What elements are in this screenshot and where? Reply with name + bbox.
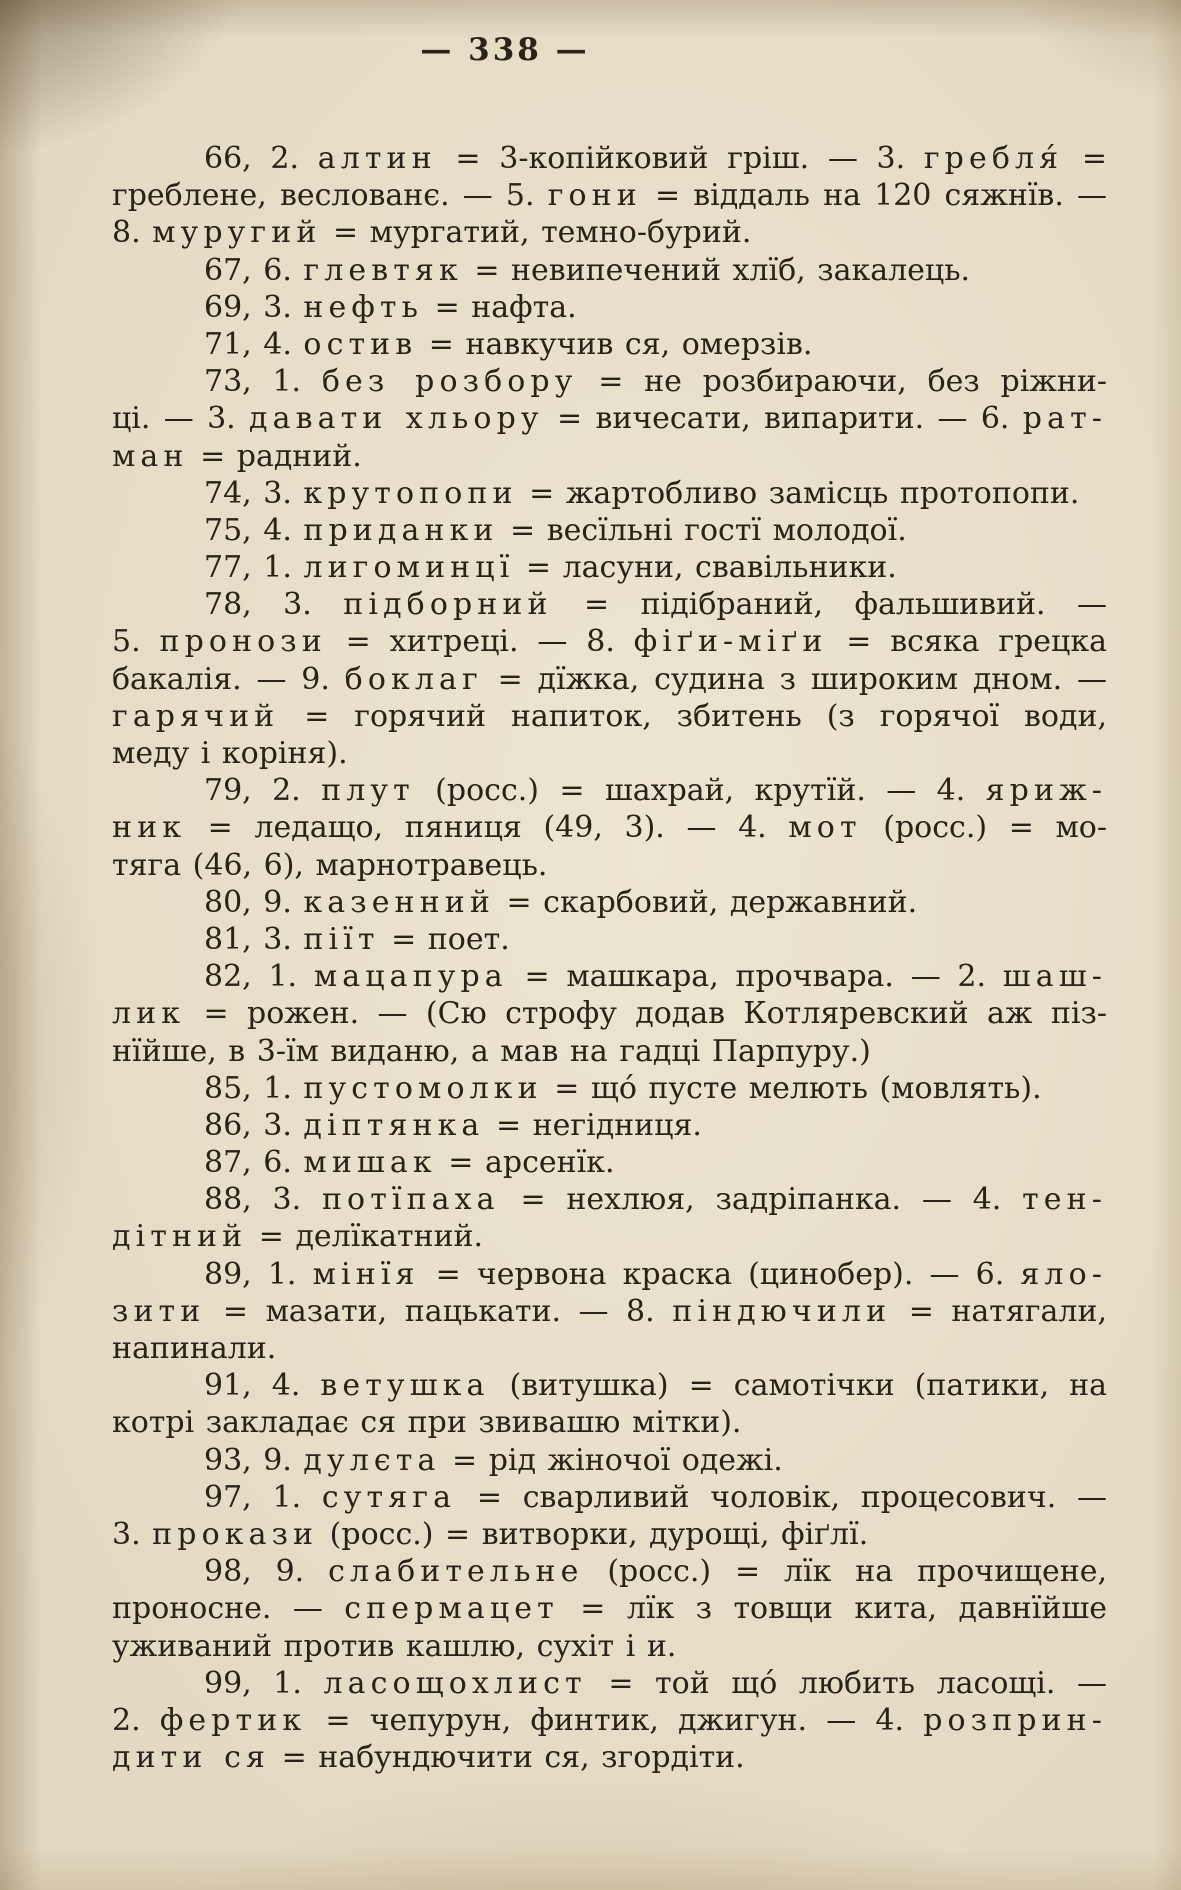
text-segment: 98, 9. <box>204 1554 329 1590</box>
text-line <box>112 140 1107 177</box>
text-segment: (росс.) = мо- <box>861 810 1108 846</box>
glossary-headword: спермацет <box>344 1591 559 1627</box>
text-segment: 74, 3. <box>204 475 304 511</box>
text-segment: = червона краска (цинобер). — 6. <box>419 1256 1021 1292</box>
text-segment: проносне. — <box>112 1591 345 1627</box>
text-segment: = щó пусте мелють (мовлять). <box>542 1070 1042 1106</box>
glossary-headword: без розбору <box>321 364 578 400</box>
text-line <box>112 512 1107 549</box>
glossary-headword: піндючили <box>672 1293 892 1329</box>
text-segment: меду і коріня). <box>112 736 348 771</box>
text-segment: = арсенїк. <box>436 1145 615 1181</box>
text-segment: (росс.) = лїк на прочищене, <box>583 1554 1108 1590</box>
glossary-headword: алтин <box>317 141 437 176</box>
text-line <box>112 1070 1107 1107</box>
glossary-headword: тен- <box>1022 1182 1107 1218</box>
glossary-headword: мінїя <box>312 1256 420 1292</box>
text-line <box>112 1144 1107 1181</box>
glossary-headword: прокази <box>152 1516 319 1552</box>
text-segment: нїйше, в 3-їм виданю, а мав на гадці Парпуру.) <box>112 1033 871 1069</box>
glossary-headword: ветушка <box>320 1368 490 1404</box>
glossary-headword: казенний <box>303 884 495 920</box>
glossary-headword: лигоминцї <box>303 550 515 586</box>
text-line <box>112 438 1107 475</box>
text-segment: 89, 1. <box>204 1256 313 1292</box>
text-line <box>112 661 1107 698</box>
text-line <box>112 549 1107 586</box>
text-segment: (росс.) = витворки, дурощі, фіґлї. <box>318 1516 869 1552</box>
text-segment: 2. <box>112 1702 160 1738</box>
text-line <box>112 958 1107 995</box>
text-line <box>112 363 1107 400</box>
text-line <box>112 698 1107 735</box>
text-segment: 93, 9. <box>204 1442 304 1478</box>
glossary-headword: муругий <box>152 215 322 251</box>
glossary-headword: крутопопи <box>303 475 518 511</box>
text-segment: 97, 1. <box>204 1479 322 1515</box>
text-segment: = ледащо, пяниця (49, 3). — 4. <box>186 810 789 846</box>
text-segment: = навкучив ся, омерзів. <box>417 326 813 362</box>
glossary-headword: рат- <box>1022 401 1108 437</box>
text-segment: 5. <box>112 624 160 660</box>
text-segment: = нафта. <box>423 289 577 325</box>
text-line <box>112 214 1107 251</box>
glossary-headword: гарячий <box>112 698 280 734</box>
text-segment: = хитреці. — 8. <box>326 624 634 660</box>
text-line <box>112 1256 1107 1293</box>
text-segment: 3. <box>112 1516 153 1552</box>
glossary-headword: яриж- <box>985 773 1107 809</box>
text-segment: греблене, веслованє. — 5. <box>112 178 548 214</box>
text-line <box>112 1404 1107 1441</box>
text-line <box>112 1479 1107 1516</box>
text-line <box>112 1702 1107 1739</box>
text-line <box>112 995 1107 1032</box>
text-segment: = делїкатний. <box>247 1219 484 1255</box>
text-line <box>112 1181 1107 1218</box>
text-line <box>112 177 1107 214</box>
text-segment: 78, 3. <box>204 587 344 623</box>
text-segment: = натягали, <box>891 1293 1107 1329</box>
text-segment: 81, 3. <box>204 921 304 957</box>
text-line <box>112 475 1107 512</box>
text-segment: = всяка грецка <box>827 624 1107 660</box>
text-segment: = віддаль на 120 сяжнїв. — <box>641 178 1107 214</box>
text-segment: = нехлюя, задріпанка. — 4. <box>499 1182 1023 1218</box>
glossary-headword: потїпаха <box>321 1182 500 1218</box>
text-segment: 75, 4. <box>204 512 304 548</box>
text-segment: = жартобливо замісць протопопи. <box>517 475 1080 511</box>
text-line <box>112 1218 1107 1255</box>
text-block <box>112 140 1107 1776</box>
text-segment: = невипечений хлїб, закалець. <box>462 252 971 288</box>
text-segment: = мургатий, темно-бурий. <box>321 215 752 251</box>
glossary-headword: піїт <box>303 921 380 957</box>
text-segment: 91, 4. <box>204 1368 321 1404</box>
text-line <box>112 326 1107 363</box>
text-line <box>112 1367 1107 1404</box>
glossary-headword: дулєта <box>303 1442 441 1478</box>
text-segment: котрі закладає ся при звивашю мітки). <box>112 1405 742 1441</box>
text-segment: 85, 1. <box>204 1070 304 1106</box>
text-line <box>112 847 1107 884</box>
text-segment: = набундючити ся, згордіти. <box>270 1740 745 1776</box>
glossary-headword: пронози <box>159 624 327 660</box>
glossary-headword: приданки <box>303 512 499 548</box>
glossary-headword: слабительне <box>328 1554 584 1590</box>
text-line <box>112 921 1107 958</box>
text-line <box>112 735 1107 772</box>
text-line <box>112 1665 1107 1702</box>
text-segment: напинали. <box>112 1331 277 1366</box>
text-segment: = не розбираючи, без ріжни- <box>577 364 1108 400</box>
text-segment: 99, 1. <box>204 1665 324 1701</box>
glossary-headword: гребля́ <box>923 141 1064 176</box>
text-segment: бакалія. — 9. <box>112 661 345 697</box>
glossary-headword: плут <box>321 773 415 809</box>
glossary-headword: ник <box>112 810 187 846</box>
text-segment: = негідниця. <box>484 1107 702 1143</box>
text-segment: уживаний против кашлю, сухіт і и. <box>112 1628 677 1664</box>
glossary-headword: мацапура <box>313 959 508 995</box>
text-segment: = весїльні гостї молодої. <box>498 512 907 548</box>
glossary-headword: боклаг <box>344 661 483 697</box>
glossary-headword: розприн- <box>923 1702 1107 1738</box>
text-line <box>112 289 1107 326</box>
text-segment: = рожен. — (Сю строфу додав Котляревский аж піз- <box>185 996 1107 1032</box>
text-line <box>112 623 1107 660</box>
text-segment: = машкара, прочвара. — 2. <box>507 959 1003 995</box>
glossary-headword: дити ся <box>112 1740 271 1776</box>
text-segment: 67, 6. <box>204 252 304 288</box>
text-segment: 86, 3. <box>204 1107 304 1143</box>
text-segment: (росс.) = шахрай, крутїй. — 4. <box>414 773 986 809</box>
text-line <box>112 400 1107 437</box>
text-line <box>112 772 1107 809</box>
glossary-headword: мот <box>788 810 862 846</box>
text-line <box>112 1628 1107 1665</box>
text-segment: = вичесати, випарити. — 6. <box>543 401 1023 437</box>
text-segment: 8. <box>112 215 153 251</box>
text-line <box>112 252 1107 289</box>
text-segment: 87, 6. <box>204 1145 304 1181</box>
text-segment: 73, 1. <box>204 364 322 400</box>
text-segment: = <box>1063 141 1107 176</box>
glossary-headword: яло- <box>1020 1256 1107 1292</box>
text-segment: = 3-копійковий гріш. — 3. <box>436 141 924 176</box>
glossary-headword: пустомолки <box>303 1070 543 1106</box>
glossary-headword: ласощохлист <box>323 1665 587 1701</box>
glossary-headword: ман <box>112 438 189 474</box>
glossary-headword: лик <box>112 996 186 1032</box>
text-segment: = дїжка, судина з широким дном. — <box>482 661 1107 697</box>
text-segment: = лїк з товщи кита, давнїйше <box>558 1591 1107 1627</box>
text-line <box>112 884 1107 921</box>
text-segment: = сварливий чоловік, процесович. — <box>456 1479 1108 1515</box>
glossary-headword: зити <box>112 1293 206 1329</box>
glossary-headword: остив <box>303 326 418 362</box>
text-segment: = поет. <box>379 921 510 957</box>
text-segment: тяга (46, 6), марнотравець. <box>112 847 548 883</box>
text-line <box>112 1553 1107 1590</box>
glossary-headword: нефть <box>303 289 424 325</box>
text-segment: = рід жіночої одежі. <box>440 1442 783 1478</box>
text-segment: = чепурун, финтик, джигун. — 4. <box>306 1702 924 1738</box>
text-segment: 66, 2. <box>204 141 318 176</box>
text-segment: = горячий напиток, збитень (з горячої води, <box>279 698 1107 734</box>
glossary-headword: діптянка <box>303 1107 485 1143</box>
text-segment: 71, 4. <box>204 326 304 362</box>
text-segment: = ласуни, свавільники. <box>514 550 897 586</box>
text-segment: (витушка) = самотічки (патики, на <box>489 1368 1107 1404</box>
text-segment: = мазати, пацькати. — 8. <box>205 1293 673 1329</box>
glossary-headword: підборний <box>343 587 553 623</box>
text-segment: = радний. <box>188 438 362 474</box>
glossary-headword: шаш- <box>1002 959 1107 995</box>
glossary-headword: гони <box>547 178 642 214</box>
text-segment: 82, 1. <box>204 959 314 995</box>
text-segment: 79, 2. <box>204 773 322 809</box>
glossary-headword: фертик <box>159 1702 307 1738</box>
text-line <box>112 1442 1107 1479</box>
text-segment: = підібраний, фальшивий. — <box>552 587 1108 623</box>
text-line <box>112 1590 1107 1627</box>
text-line <box>112 586 1107 623</box>
text-line <box>112 1293 1107 1330</box>
glossary-headword: сутяга <box>321 1479 457 1515</box>
page-number: — 338 — <box>420 32 590 68</box>
glossary-headword: дітний <box>112 1219 248 1255</box>
glossary-headword: давати хльору <box>249 401 544 437</box>
glossary-headword: глевтяк <box>303 252 463 288</box>
glossary-headword: мишак <box>303 1145 437 1181</box>
text-segment: 80, 9. <box>204 884 304 920</box>
text-segment: ці. — 3. <box>112 401 250 437</box>
text-line <box>112 1107 1107 1144</box>
text-line <box>112 1330 1107 1367</box>
text-segment: = скарбовий, державний. <box>494 884 918 920</box>
text-line <box>112 809 1107 846</box>
text-line <box>112 1516 1107 1553</box>
text-segment: 77, 1. <box>204 550 304 586</box>
text-line <box>112 1739 1107 1776</box>
text-segment: 69, 3. <box>204 289 304 325</box>
text-line <box>112 1033 1107 1070</box>
text-segment: = той щó любить ласощі. — <box>586 1665 1108 1701</box>
glossary-headword: фіґи-міґи <box>633 624 828 660</box>
text-segment: 88, 3. <box>204 1182 322 1218</box>
